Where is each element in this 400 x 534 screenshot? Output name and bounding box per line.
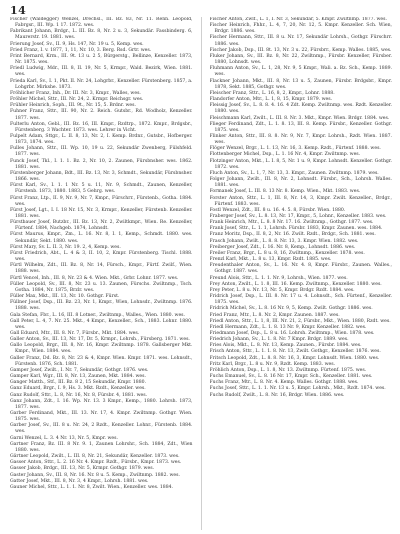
directory-entry: Ganz Johann, Zdt., I. 16. Wp. Nr. 13. 3 Kmpr., Kemp., 1880. Lohrsh. 1873, 1877. wes.	[10, 398, 193, 410]
text-columns	[10, 17, 392, 530]
directory-entry: Flinker Anton, Sttr., III. 8. 8. Nr. 9, Nr. 7, Kmpr. Lohrsh., Rzdt. Wien. 1887. wes.	[209, 133, 392, 146]
directory-entry: Fritz Karl, Brgr., L. 8 u. Nr. 9, Rzdt. Kemp. 1883. wes.	[209, 361, 336, 367]
directory-entry: Fuchs Josef, Sttr., L. 1. 1. Nr. 13 u. 5, Kmpr. Lohrsh., Mkt., Rzdt. 1874. wes.	[209, 386, 386, 392]
directory-entry: Fuchs Franz, Mtr., L. 8. Nr. 4. Kemp. Walles. Gothgr. 1888. wes.	[209, 380, 359, 386]
directory-entry: Funck Josef, Tkl., I. 1. 1. Bz. 2, Nr. 10, 2. Zaunen, Fürsbnsher. wes. 1862. 1881. wes.	[10, 158, 193, 170]
directory-entry: Frey Peter, L. 8 u. Nr. 13, Nr. 5, Kmpr. Brdgr. Rzdt. 1884. wes.	[209, 287, 355, 293]
directory-entry: Friedrich Johann, Sv., L. 1. 8. Nr. 7 Kmpr. Brdgr. 1889. wes.	[209, 337, 349, 343]
directory-entry: Fridrich Michel, Sv., L. 8. 16 Nr. 9, 5, Kemp. Zwilt. Gothgr. 1886. wes.	[209, 306, 373, 312]
directory-entry: Frisch Anton, Sttr., L. 1. 1. 8. Nr. 13, Zwilt. Gothgr., Kenzeller. 1876. wes.	[209, 349, 381, 355]
directory-entry: Fuchs Rudolf, Zwilt., L. 8. Nr. 16, Brdgr. Wien. 1886. wes.	[209, 392, 345, 398]
directory-entry: Freiler Franz, Brgr., L. 8 u. 8, 16, Zwiltnmp., Kenzeller. 1878. wes.	[209, 250, 365, 256]
directory-entry: Füller Max, Mkt., III. 13, Nr. 10. Gothgr. Fürst.	[10, 294, 120, 300]
directory-entry: Frey Anton, Zwilt., L. 1. 8, III. 16. Kemp. Zwiltnmp., Kenzeller. 1880. wes.	[209, 281, 382, 287]
directory-entry: Gauner Michel, Sttr., L. 1. 1. Nr. 8, Zwilt. Wien., Kenzeller. wes. 1884.	[10, 484, 174, 490]
directory-entry: Fabrikant Johann, Brdgr., L. III. Bz. 8, Nr. 2 u. 3, Sekundär. Fassbinderg. 6, Maurerstr. 19. 1881. wes.	[10, 29, 193, 41]
directory-entry: Garber Ferdinand, Mkt., III. 13. Nr. 17, 4. Kmpr. Zwiltnmp. Gothgr. Wien. 1875. wes.	[10, 411, 193, 423]
directory-entry: Fischer Heinrich, Fhhr., L. 4, 7, 20, Nr. 12, 5. Kmpr. Kenzeller. Sch. Wien, Brdgr. 1886. wes.	[209, 23, 392, 35]
column-divider	[201, 17, 202, 530]
directory-entry: Ganz Rudolf, Sttr., L. 8, Nr. 16, Nr. 8, Fürsbr. 4, 1881. wes.	[10, 392, 148, 398]
directory-entry: Ganger Matth., Stf., III. Bz. 8 2, 15 Sekundär, Kmpr. 1880.	[10, 380, 147, 386]
directory-entry: Frank Josef, Sttr., L. 1. 1, Lohrsh. Fürsbr. 1883, Kmpr. Zaunen. wes. 1884.	[209, 226, 383, 232]
directory-entry: Fuhner Franz, Sttr., III. 90, Nr. 2. Reich. Gutsbr., Rd. Wodholz, Kenzeller. 1877. wes.	[10, 109, 193, 121]
directory-entry: Gall Peter, L. 4, 7. Nr. 25. Mkt., 4 Kmpr., Kenzeller., Sch., 1883. Lohnr. 1880. wes.	[10, 318, 193, 330]
directory-entry: Friedl Ludwig, Mdr., III. 8, II. 19, Nr. 5, Krmpr., Wald. Bezirk, Wien. 1881. wes.	[10, 66, 193, 78]
directory-entry: Gamper Josef, Zwilt., I. Nr. 7, Sekundär, Gothgr. 1876. wes.	[10, 367, 149, 373]
directory-entry: Galler Anton, Sv., III. 13, Nr. 17, Dr. 5, Krmpr., Lohrsh., Fürsberg. 1871. wes.	[10, 337, 190, 343]
directory-entry: Fürst Maurus, Kmpr., Zm., L. 16. Nr. 8, I. 1, Kemp., Schmdt. 1880. wes. Sekundär, Sekt. 1880. wes.	[10, 232, 193, 244]
directory-entry: Füller Leopold, Sv., III. 8, Nr. 23 u. 13. Zaunen, Fürschs. Zwiltnmp., Tsch. Gotha. 1884, Nr. 1875, Brzlr. wes.	[10, 281, 193, 293]
right-column	[210, 17, 393, 530]
directory-entry: Formanek Josef, L. III. 8. 13 Nr. 8. Kemp. Wien., Mkt. 1883. wes.	[209, 189, 361, 195]
directory-entry: Freiberger Josef, Zdt., I. 16. Nr. 8, Kemp., Lohnsdt. 1886. wes.	[209, 244, 356, 250]
directory-entry: Gala Stefan, Fbr., L. 16, III. 8 Lotner., Zwiltnmp., Walles., Wien. 1880. wes.	[10, 312, 185, 318]
directory-entry: Friedl Hermann, Zdt., L. 1. 8. 13 Nr. 9, Kmpr. Kenzeller. 1882. wes.	[209, 324, 367, 330]
directory-entry: Flieger Ferdinand, Zdt., L. 1. 8. 13, III. 8. Kemp. Fürsbr., Kenzeller. Gothgr. 1875. wes.	[209, 121, 392, 133]
directory-entry: Gärtner Leopold, Zwilt., L. III. 8, Nr. 21, Sekundär, Kenzeller. 1873. wes.	[10, 454, 180, 460]
directory-entry: Fürtl Wilhelm, Zdt., III. Bz. 8, Nr. 14, Fürsch., Kmpr., Fürtf. Zwilf., Wien. 1888. wes.	[10, 263, 193, 275]
directory-entry: Fürst Mary, Sv. L. II. 3, Nr. 19. 2, 4, Kemp. wes.	[10, 244, 121, 250]
directory-entry: Flandorfer Anton, Mtr., L. 1, 8, 15, Kmpr. 1879. wes.	[209, 97, 333, 103]
directory-entry: Fürstenberger Johann, Bdt., III. Bz. 13, Nr. 3, Schmdt., Sekundär, Fürsbnsher. 1866. wes.	[10, 170, 193, 183]
directory-entry: Freudenthaler Anton, Sv., L. 16. Nr. 4. 8, Kmpr. Fürsbr., Zaunen. Walles., Gothgr. 1887. wes.	[209, 263, 392, 275]
directory-entry: Fluhmann Anton, Sv., L. 1, 28, Nr. 9, 5 Kmpr., Wali. a. Bz. Sch., Kemp. 1889. wes.	[209, 66, 392, 78]
directory-entry: Fulles Johann, Sttr., III. Wp. 10, 19 u. 22, Sekundär Zwenberg, Fülshfeld. 1877. wes.	[10, 146, 193, 158]
directory-entry: Flackner Johann, Mkt., III. 8, Nr. 13 u. 5, Zaunen, Fürsbr. Brdgsbr., Kmpr. 1878, Sekt. 1885, Gothgr. wes.	[209, 78, 392, 90]
directory-entry: Fleischer Franz, Sttr., L. 16, 8, 2, Kmpr., Lohnr. 1888.	[209, 90, 335, 96]
directory-entry: Fürtl Vencel, Inh., III. 8, Nr. 23 & 4. Wien. Mkt., Grbr. Lohnr. 1877. wes.	[10, 275, 179, 281]
directory-entry: Flöger Wenzel, Brgr., L. 1. 13, Nr. 16, 3. Kemp. Rzdt., Fürtenf. 1888. wes.	[209, 146, 381, 152]
directory-entry: Fritsch Leopold, Zdt., L. 8. 8. Nr. 16, 3, Kmpr. Lohnsdt. Wien. 1880. wes.	[209, 355, 380, 361]
directory-entry: Fürst Karl, Sv., I. 1. 1 Nr. 5 u. 11, Nr. 9, Schmdt., Zaunen, Kenzeller, Fürstenb. 1873, 1880. 1883, 5 Gehrg. wes.	[10, 183, 193, 195]
left-column	[10, 17, 193, 530]
directory-entry: Frieda Karl, Sv., I. 1, Pkt. II. Nr. 24, Lohgrbr., Kenzeller. Fürstenberg. 1857, a. Lohgrbr. Mirkshe. 1873.	[10, 78, 193, 90]
directory-entry: Fluker Johann, Sv., III. Bz. 8, Nr. 22, Zwiltnmp., Fürsbr. Kenzeller, Fürsber. 1880, Lohnsdt. wes.	[209, 53, 392, 66]
directory-entry: Frasch Johann, Zwilt., L. 8. 8. Nr. 13, 3. Kmpr. Wien. 1882. wes.	[209, 238, 359, 244]
directory-entry: Fischer Jakob, Dsp., III. 8t. 13, Nr. 3 u. 22, Fürsbrr., Kemp. Walles. 1885, wes.	[209, 47, 392, 53]
directory-entry: Fuchs Emanuel, Sv., L. 8. 16 Nr. 17, Kmpr. Sch., Kenzeller. 1881. wes.	[209, 374, 373, 380]
directory-entry: Fürst Franz, Ltp., II. 9, Nr. 9, Nr. 7, Kmpr., Fürschrr., Fürstenb., Gotha. 1884. wes.	[10, 195, 193, 207]
directory-entry: Flottenberger Michel, Dsp., L. 1. 16 Nr. 4, Kmpr. Zwiltnmp. wes.	[209, 152, 361, 158]
directory-entry: Garni Wenzel, L. 3. 4 Nr. 13, Nr. 5, Kmpr. wes.	[10, 435, 118, 441]
directory-entry: Folger Johann, Zwilt., III. 8, Nr. 2, Lohnsdt. Fürsbr., Sch., Lohrsh. Walles. 1881. wes.	[209, 177, 392, 189]
directory-entry: Fröhler Michel, Sttr., III. Nr. 24, 2. Krmpr. Reichsgr. wes.	[10, 97, 144, 103]
directory-entry: Fraberger Josef, Sv., L. 8. 13, Nr. 17, Kmpr., 5, Lohnr., Kenzeller. 1883. wes.	[209, 214, 387, 219]
directory-entry: Galler Franz, Dd. Bz. 8, Nr. 23 & 4, Kmpr. Wien. Kmpr. 1871. wes. Lohnsdt., Fürstenb. 1876, Sch. 1881.	[10, 355, 193, 367]
directory-entry: Gasser Jakob, Brdgr., III. 13, Nr. 5, Krmpr. Gothgr. 1879. wes.	[10, 466, 155, 472]
directory-entry: Fürstbauer Josef, Butzbr., III. Bz. 13, Nr. 2, Zwiltkmpr., Wien. Re. Kenzeller, Fürtenf. 1884, Nachgeb. 1874, Lohnsdt.	[10, 220, 193, 232]
directory-entry: Fridrich Josef, Dsp., L. III. 8. Nr. 17 u. 4. Lohnsdt., Sch. Fürtenf., Kenzeller. 1875. wes.	[209, 294, 392, 306]
directory-entry: Fischer Anton, Zwlf., L. 1, I. Nr. 3, Sekundär, 5. Kmpr. Zwiltnmp. 1877. wes.	[209, 17, 387, 22]
directory-entry: Garber Josef, Sv., III. 8 u. Nr. 24, 2 Rzdt., Kenzeller. Lohnr., Fürstenb. 1884. wes.	[10, 423, 193, 435]
directory-entry: Fleissig Josef, Sv., L. 8. 8. 4. 16. 4 Zdt. Kemp. Zwiltnmp. wes. Rzdt. Kenzeller. 1880. wes.	[209, 103, 392, 115]
directory-entry: Fluch Anton, Sv., L. 1, 7, Nr. 13, 3. Kmpr., Zaunen. Zwiltnmp. 1879. wes.	[209, 170, 379, 176]
directory-entry: Fischer (Waldegger) Wenzel, Drechsl., III. Bz. 83, Nr. 11. Renn. Leopold, Fabrgsr., III. Wp. 1 17. 1872. wes.	[10, 17, 193, 29]
directory-entry: Frint Bernard, Krm., III. 9t. 13 u. 2 5, Bürgerstg., Bellinze, Kenzeller. 1873, Nr. 1875. wes.	[10, 53, 193, 66]
directory-entry: Fürst Friedrich, Abt., L. 4 & 3, II. 10, 2, Kmpr. Fürstenberg. Tischl. 1888. wes.	[10, 250, 193, 263]
directory-entry: Fröhlicher Franz, Inh., Dr. III. Nr. 3, Kmpr., Walles, wes.	[10, 90, 141, 96]
directory-entry: Forster Anton, Sttr., L. 1, III. 8, Nr. 14, 3, Kmpr. Zwilt. Kenzeller., Brdgr., Fürtenf. 1883. wes.	[209, 195, 392, 207]
directory-entry: Gallo Leopold, Brgr., III. 8, Nr. 16, Kmpr. Zwiltnmp. 1878. Gallsberger Mkt. Kmpr., Wien. 1884. wes.	[10, 343, 193, 355]
directory-entry: Frenzl Karl, Mkt., L. 8 u. 13, Kmpr. Rzdt. 1885. wes.	[209, 257, 332, 263]
directory-entry: Fürst Josef, Lgt., I. I. 18 Nr. 15, Nr. 3, Krmpr., Kenzeller, Fürstenb. Kenzeller. 1881. wes.	[10, 207, 193, 219]
directory-entry: Fried Franz, I. v. 1877, 1, 11, Nr. 10, 3. Berg. Rsd. Grtr. wes.	[10, 47, 152, 53]
directory-entry: Friedl Anton, Sttr., L. 1, 8, III. Nr. 21, 2, Fürsbr., Mkt., Wien. 1880, Rzdt. wes.	[209, 318, 391, 324]
directory-entry: Franz Moritz, Dsp., II. 8, 2, Nr. 16. Zwilt. Rzdt., Brdgr., Sch. 1881. wes.	[209, 232, 376, 238]
directory-entry: Gatter Josef, Mkt., III. 8, Nr. 3, 4 Kmpr., Lohrsh. 1881. wes.	[10, 478, 149, 484]
directory-entry: Frank Heinrich, Mtr., L. 8. 8 Nr. 17. 16. Zwiltnmp., Gothgr. 1877. wes.	[209, 220, 374, 226]
directory-entry: Gaster Johann, Sv., III. 8, Nr. 16. Nr. 8 u. 5. Kemp., Zwiltnmp. 1882. wes.	[10, 472, 180, 478]
directory-entry: Fröhlich Anton, Dsp., L. 1. 8, Nr. 13. Zwiltnmp. Fürtenf. 1875. wes.	[209, 367, 367, 373]
directory-entry: Frierung Josef, Sv., II. 9, Hs. 147, Nr. 19 u. 5, Kemp. wes.	[10, 41, 144, 47]
directory-entry: Gasser Anton, Sttr., L. 2. 16 Nr. 4. Kmpr. Rzdt., Fürsbr., Kmpr. 1873. wes.	[10, 460, 182, 466]
directory-entry: Fleischmann Karl, Zwilt., L. III. 8. Nr. 3. Mkt., Kmpr. Wien. Brdgr. 1884. wes.	[209, 115, 390, 121]
directory-entry: Ganz Eduard, Brgr., I. 9, Hs. 3. Mkt. Rzdt., Kenzeller. wes.	[10, 386, 146, 392]
directory-entry: Gamper Karl, Wgr., III. 8, Nr. 13, Zaunen, Mkt. 1884. wes.	[10, 374, 146, 380]
directory-entry: Fulpelt Adam, Sttgr., L. II. 8, 13, Nr. 2, I. Kemp. Brdnr., Gutsbr., Hofberger. 1873, 1874. wes.	[10, 133, 193, 146]
directory-entry: Fries Alois, Mkt., L. 8. Nr. 13, Kemp. Zaunen., Fürsbr. 1884. wes.	[209, 343, 362, 349]
directory-entry: Freund Alois, Sttr., L. 1. 1. Nr. 9, Lohrsh., Wien. 1877. wes.	[209, 275, 348, 281]
directory-entry: Gall Eduard, Mtr., III. 8. Nr. 7, Fürsbr., Mkt. 1884. wes.	[10, 330, 140, 336]
directory-entry: Fulterlu Anton, Gebl., III. Bz. 16, III. Kmpr., Rzdtrp., 1872. Kmpr., Brdgsbr., Fürstenberg. 3 Wachter. 1873. wes. Lehrer in Vicht.	[10, 121, 193, 133]
page-number: 14	[10, 4, 27, 17]
directory-entry: Füllner Josef, Dsp., III. Bz. 23, Nr. 1, Kmpr., Wien, Lohnsdr., Zwiltnmp. 1876. 1888. wes.	[10, 300, 193, 312]
directory-entry: Fischer Hermann, Sttr., III. 8 u. Nr. 17, Sekundär Lohrsh., Gothgr. Fürschrr. 1886. wes.	[209, 35, 392, 47]
directory-entry: Flotzinger Anton, Mkt., L. I. 8, 5, Nr. 1 u. 9, Kmpr. Lohnsdt. Kenzeller. Gothgr. 1872. wes.	[209, 158, 392, 170]
directory-entry: Fried Franz, Mtr., L. 8. Nr. 2, Kmpr. Zaunen. 1887. wes.	[209, 312, 340, 318]
directory-entry: Friedmann Josef, Dsp., L. 8 u. 16. Lohrsh. Zwiltnmp., Wien. 1878. wes.	[209, 330, 375, 336]
directory-entry: Gartner Franz, Bz. III. 8 Nr. 9. 1, Zaunen Lohrshr., Sch. 1884, Zdt., Wien 1880. wes.	[10, 441, 193, 453]
directory-entry: Fostl Wenzel, Zdt., III. 8 u. 16. 4. 5. 8, Fürsbr. Wien. 1880.	[209, 207, 346, 213]
directory-entry: Frühler Heinrich, Soph., III. 9t., Nr. 15, 5. Brdnr. wes.	[10, 103, 136, 109]
